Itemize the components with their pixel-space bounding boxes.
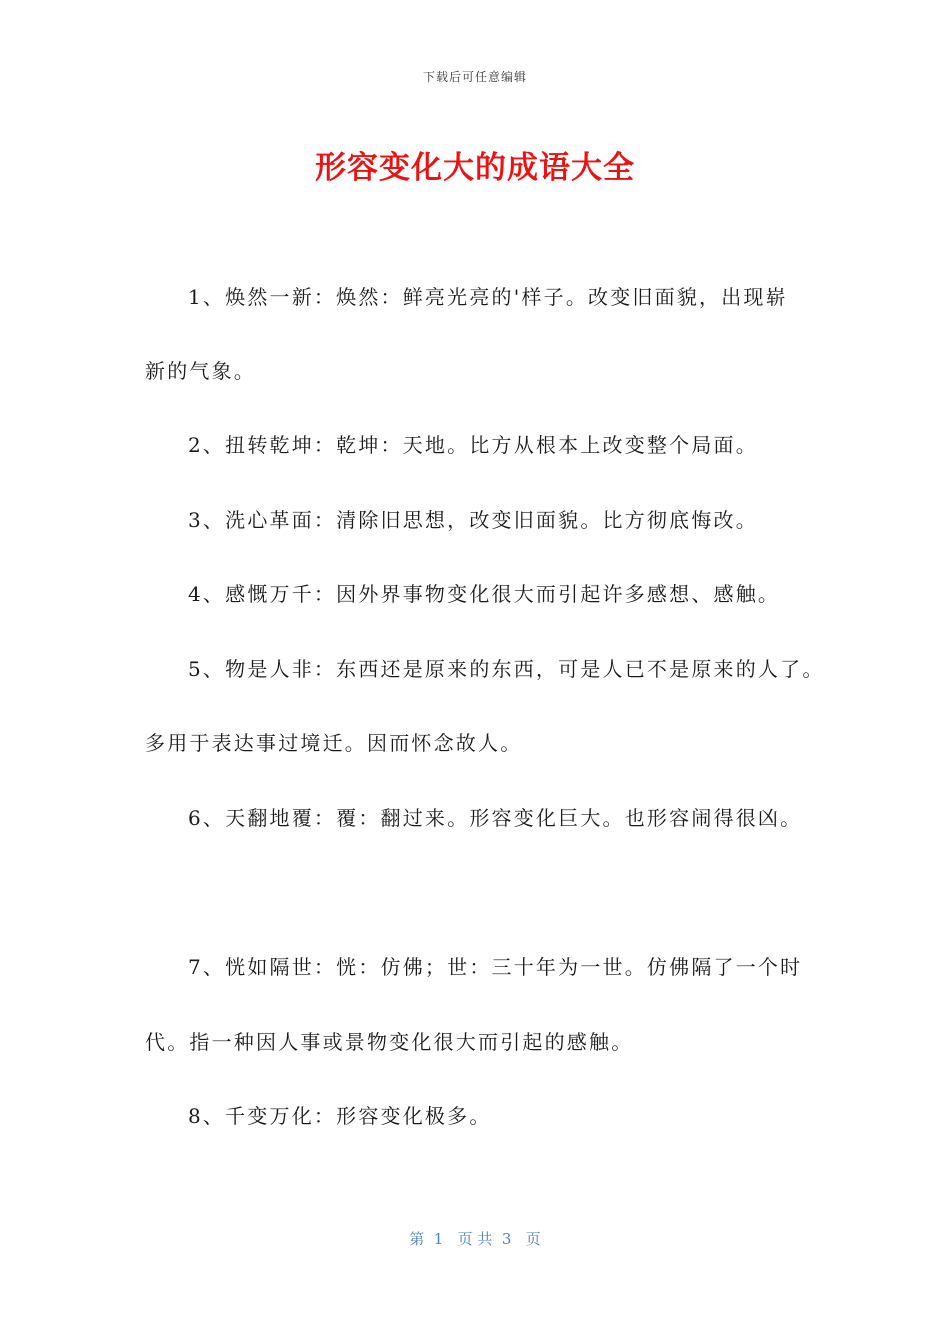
paragraph-line-1-continued: 新的气象。 — [145, 359, 256, 383]
paragraph-line-5-continued: 多用于表达事过境迁。因而怀念故人。 — [145, 731, 523, 755]
paragraph-line-3: 3、洗心革面：清除旧思想，改变旧面貌。比方彻底悔改。 — [188, 508, 758, 532]
paragraph-line-4: 4、感慨万千：因外界事物变化很大而引起许多感想、感触。 — [188, 582, 781, 606]
document-title: 形容变化大的成语大全 — [315, 150, 635, 186]
paragraph-line-1: 1、焕然一新：焕然：鲜亮光亮的'样子。改变旧面貌，出现崭 — [188, 285, 788, 309]
paragraph-line-6: 6、天翻地覆：覆：翻过来。形容变化巨大。也形容闹得很凶。 — [188, 806, 803, 830]
paragraph-line-8: 8、千变万化：形容变化极多。 — [188, 1104, 492, 1128]
paragraph-line-5: 5、物是人非：东西还是原来的东西，可是人已不是原来的人了。 — [188, 657, 825, 681]
paragraph-line-2: 2、扭转乾坤：乾坤：天地。比方从根本上改变整个局面。 — [188, 433, 758, 457]
paragraph-line-7-continued: 代。指一种因人事或景物变化很大而引起的感触。 — [145, 1030, 634, 1054]
paragraph-line-7: 7、恍如隔世：恍：仿佛；世：三十年为一世。仿佛隔了一个时 — [188, 955, 803, 979]
header-note: 下载后可任意编辑 — [422, 70, 527, 84]
page-number-footer: 第 1 页 共 3 页 — [409, 1230, 541, 1248]
